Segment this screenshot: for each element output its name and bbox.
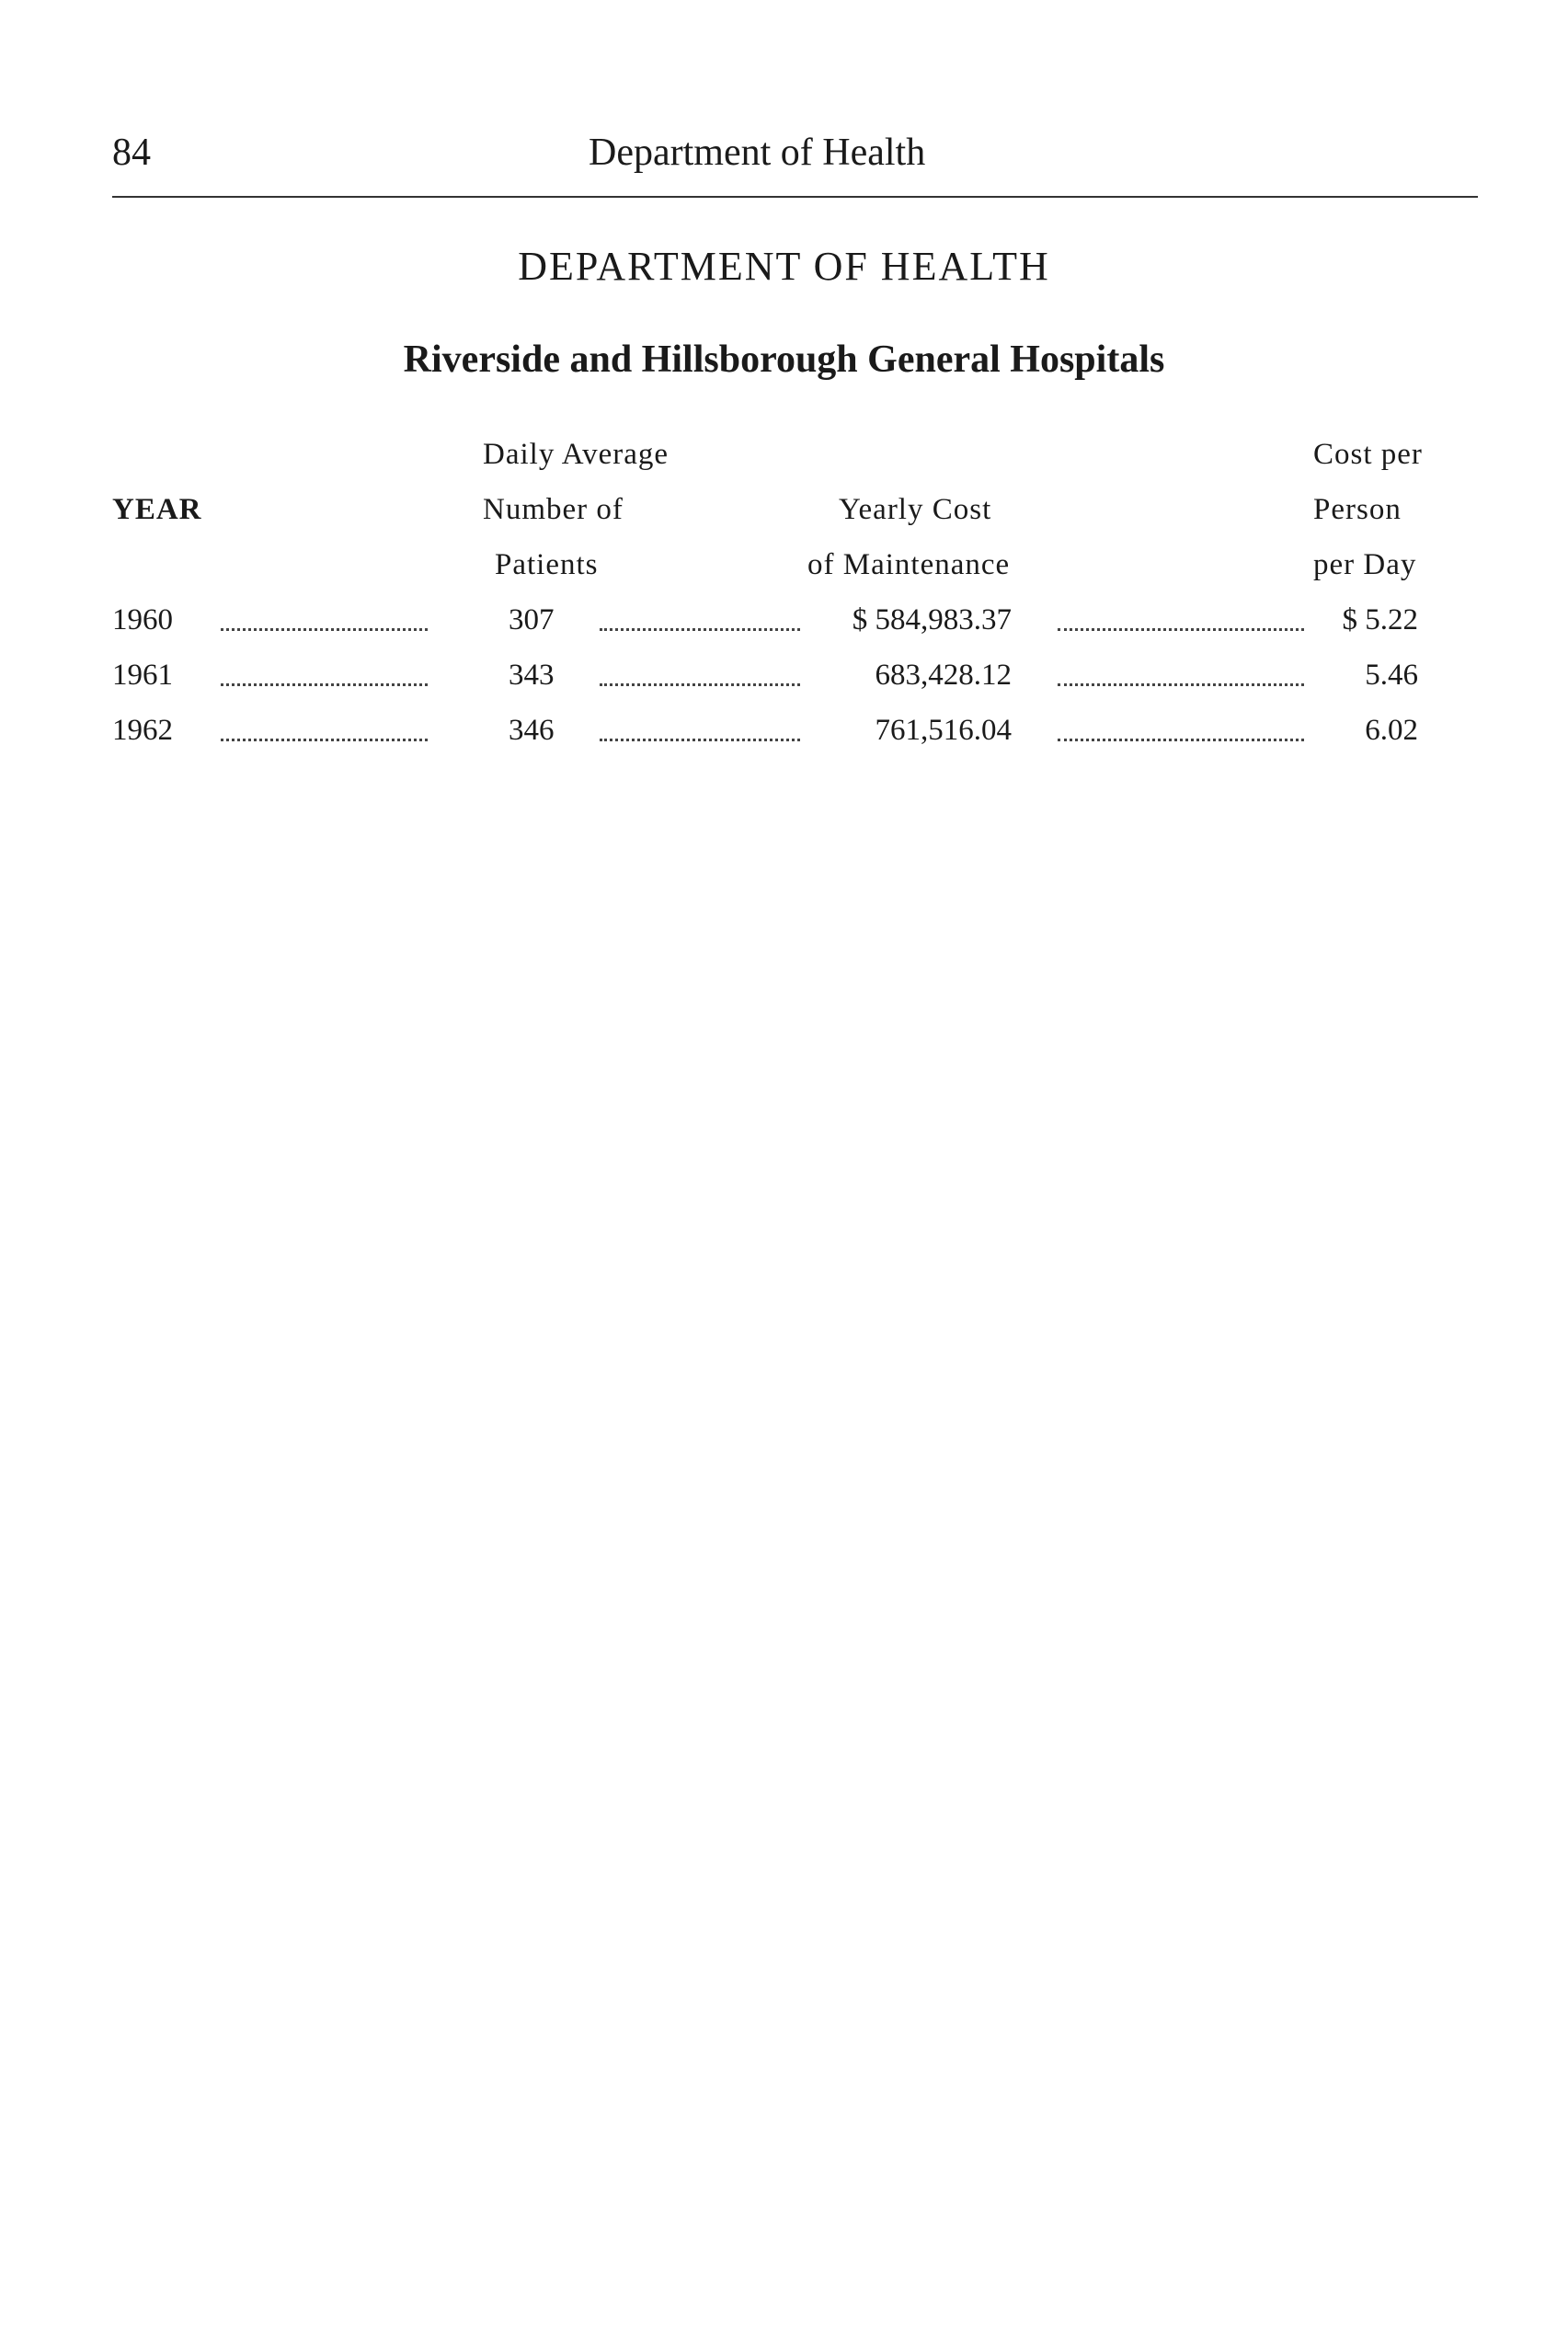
cell-yearly-cost: 683,428.12 [875,659,1012,692]
running-head: Department of Health [589,132,926,174]
col-header-per-day-line3: per Day [1313,548,1417,581]
cell-year: 1960 [112,603,173,636]
col-header-patients-line3: Patients [495,548,599,581]
cell-yearly-cost: 761,516.04 [875,714,1012,747]
dot-leader [221,628,428,631]
dot-leader [600,739,800,741]
cell-patients: 343 [509,659,555,692]
col-header-patients-line1: Daily Average [483,438,670,471]
cell-year: 1962 [112,714,173,747]
col-header-per-day-line1: Cost per [1313,438,1423,471]
dot-leader [1058,628,1304,631]
cell-patients: 346 [509,714,555,747]
cell-patients: 307 [509,603,555,636]
dot-leader [600,683,800,686]
dot-leader [221,739,428,741]
col-header-per-day-line2: Person [1313,493,1402,526]
page-number: 84 [112,132,151,174]
cell-cost-per-day: 6.02 [1365,714,1418,747]
col-header-cost-line2: of Maintenance [807,548,1011,581]
dot-leader [221,683,428,686]
cell-cost-per-day: $ 5.22 [1342,603,1418,636]
cell-year: 1961 [112,659,173,692]
dot-leader [600,628,800,631]
table-subtitle: Riverside and Hillsborough General Hospitals [403,338,1165,381]
dot-leader [1058,683,1304,686]
col-header-cost-line1: Yearly Cost [839,493,992,526]
header-rule [112,196,1478,198]
dot-leader [1058,739,1304,741]
page-title: DEPARTMENT OF HEALTH [518,244,1050,289]
col-header-patients-line2: Number of [483,493,624,526]
cell-yearly-cost: $ 584,983.37 [852,603,1012,636]
cell-cost-per-day: 5.46 [1365,659,1418,692]
col-header-year: YEAR [112,493,202,526]
